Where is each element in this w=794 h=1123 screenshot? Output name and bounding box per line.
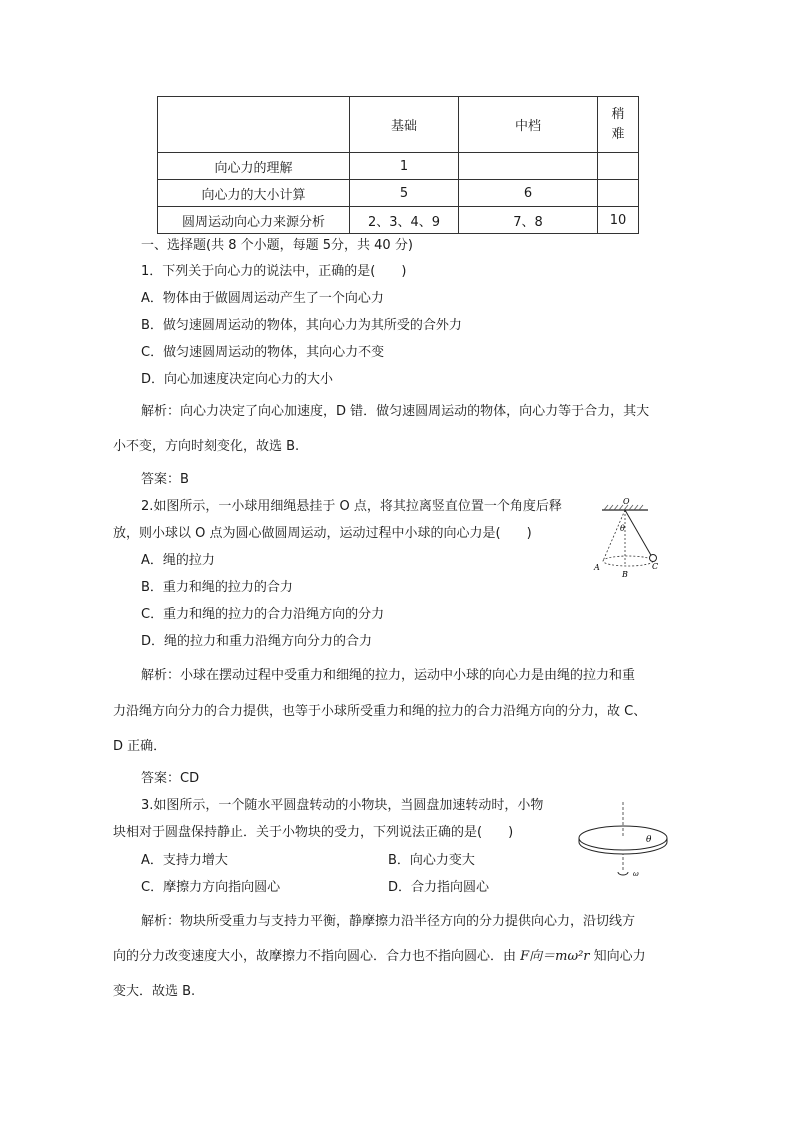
table-row (158, 153, 639, 180)
table-cell: 1 (350, 153, 459, 180)
q2-option-b: B．重力和绳的拉力的合力 (141, 580, 293, 595)
q1-option-b: B．做匀速圆周运动的物体，其向心力为其所受的合外力 (141, 318, 462, 333)
table-cell: 5 (350, 180, 459, 207)
q3-option-b: B．向心力变大 (388, 853, 475, 868)
table-header-label: 稍难 (611, 106, 625, 142)
q1-option-d: D．向心加速度决定向心力的大小 (141, 372, 334, 387)
table-cell (598, 180, 639, 207)
q3-analysis-text-a: 向的分力改变速度大小，故摩擦力不指向圆心．合力也不指向圆心．由 (113, 949, 521, 964)
q3-analysis-line-1: 解析：物块所受重力与支持力平衡，静摩擦力沿半径方向的分力提供向心力，沿切线方 (141, 914, 636, 929)
q3-analysis-line-3: 变大．故选 B. (113, 984, 196, 999)
circular-path (603, 556, 653, 566)
q3-stem-line-1: 3.如图所示，一个随水平圆盘转动的小物块，当圆盘加速转动时，小物 (141, 798, 544, 813)
rotation-arrow-icon (618, 872, 628, 875)
table-header-cell (158, 97, 350, 153)
table-cell: 6 (459, 180, 598, 207)
q3-stem-line-2: 块相对于圆盘保持静止．关于小物块的受力，下列说法正确的是( ) (113, 825, 514, 840)
table-cell: 向心力的理解 (158, 153, 350, 180)
label-o: O (623, 497, 630, 506)
pendulum-figure (588, 495, 668, 585)
table-cell: 圆周运动向心力来源分析 (158, 207, 350, 234)
q2-option-d: D．绳的拉力和重力沿绳方向分力的合力 (141, 634, 373, 649)
label-b: B (622, 570, 628, 579)
q2-stem-line-1: 2.如图所示，一小球用细绳悬挂于 O 点，将其拉离竖直位置一个角度后释 (141, 499, 562, 514)
table-header-row (158, 97, 639, 153)
q3-option-d: D．合力指向圆心 (388, 880, 490, 895)
topic-table (157, 96, 639, 234)
table-cell: 2、3、4、9 (350, 207, 459, 234)
section-title: 一、选择题(共 8 个小题，每题 5分，共 40 分) (141, 238, 413, 253)
q3-option-a: A．支持力增大 (141, 853, 228, 868)
table-cell: 10 (598, 207, 639, 234)
table-header-cell: 基础 (350, 97, 459, 153)
q2-analysis-line-1: 解析：小球在摆动过程中受重力和细绳的拉力，运动中小球的向心力是由绳的拉力和重 (141, 668, 636, 683)
q2-analysis-line-2: 力沿绳方向分力的合力提供，也等于小球所受重力和绳的拉力的合力沿绳方向的分力，故 C、 (113, 704, 647, 719)
table-row (158, 180, 639, 207)
table-header-cell (598, 97, 639, 153)
label-c: C (652, 562, 659, 571)
label-theta-disc: θ (646, 835, 652, 845)
q3-analysis-line-2 (113, 947, 646, 967)
ball-icon (650, 555, 657, 562)
table-cell: 向心力的大小计算 (158, 180, 350, 207)
q1-answer: 答案：B (141, 472, 189, 487)
table-cell (598, 153, 639, 180)
q2-stem-line-2: 放，则小球以 O 点为圆心做圆周运动，运动过程中小球的向心力是( ) (113, 526, 532, 541)
q2-option-a: A．绳的拉力 (141, 553, 215, 568)
table-row (158, 207, 639, 234)
turntable-figure (578, 800, 670, 888)
q1-option-a: A．物体由于做圆周运动产生了一个向心力 (141, 291, 384, 306)
table-header-cell: 中档 (459, 97, 598, 153)
table-cell (459, 153, 598, 180)
pendulum-string (625, 510, 652, 557)
table-cell: 7、8 (459, 207, 598, 234)
q3-option-c: C．摩擦力方向指向圆心 (141, 880, 281, 895)
label-a: A (594, 563, 600, 572)
label-omega: ω (633, 870, 639, 878)
q1-analysis-line-1: 解析：向心力决定了向心加速度，D 错．做匀速圆周运动的物体，向心力等于合力，其大 (141, 404, 650, 419)
q1-stem: 1．下列关于向心力的说法中，正确的是( ) (141, 264, 407, 279)
left-dashed-string (603, 510, 625, 561)
label-theta: θ (620, 524, 625, 533)
q2-answer: 答案：CD (141, 771, 200, 786)
q3-analysis-text-b: 知向心力 (589, 949, 646, 964)
q2-option-c: C．重力和绳的拉力的合力沿绳方向的分力 (141, 607, 385, 622)
q1-analysis-line-2: 小不变，方向时刻变化，故选 B. (113, 439, 300, 454)
q2-analysis-line-3: D 正确． (113, 739, 167, 754)
q1-option-c: C．做匀速圆周运动的物体，其向心力不变 (141, 345, 385, 360)
formula: F向＝mω²r (520, 949, 590, 964)
